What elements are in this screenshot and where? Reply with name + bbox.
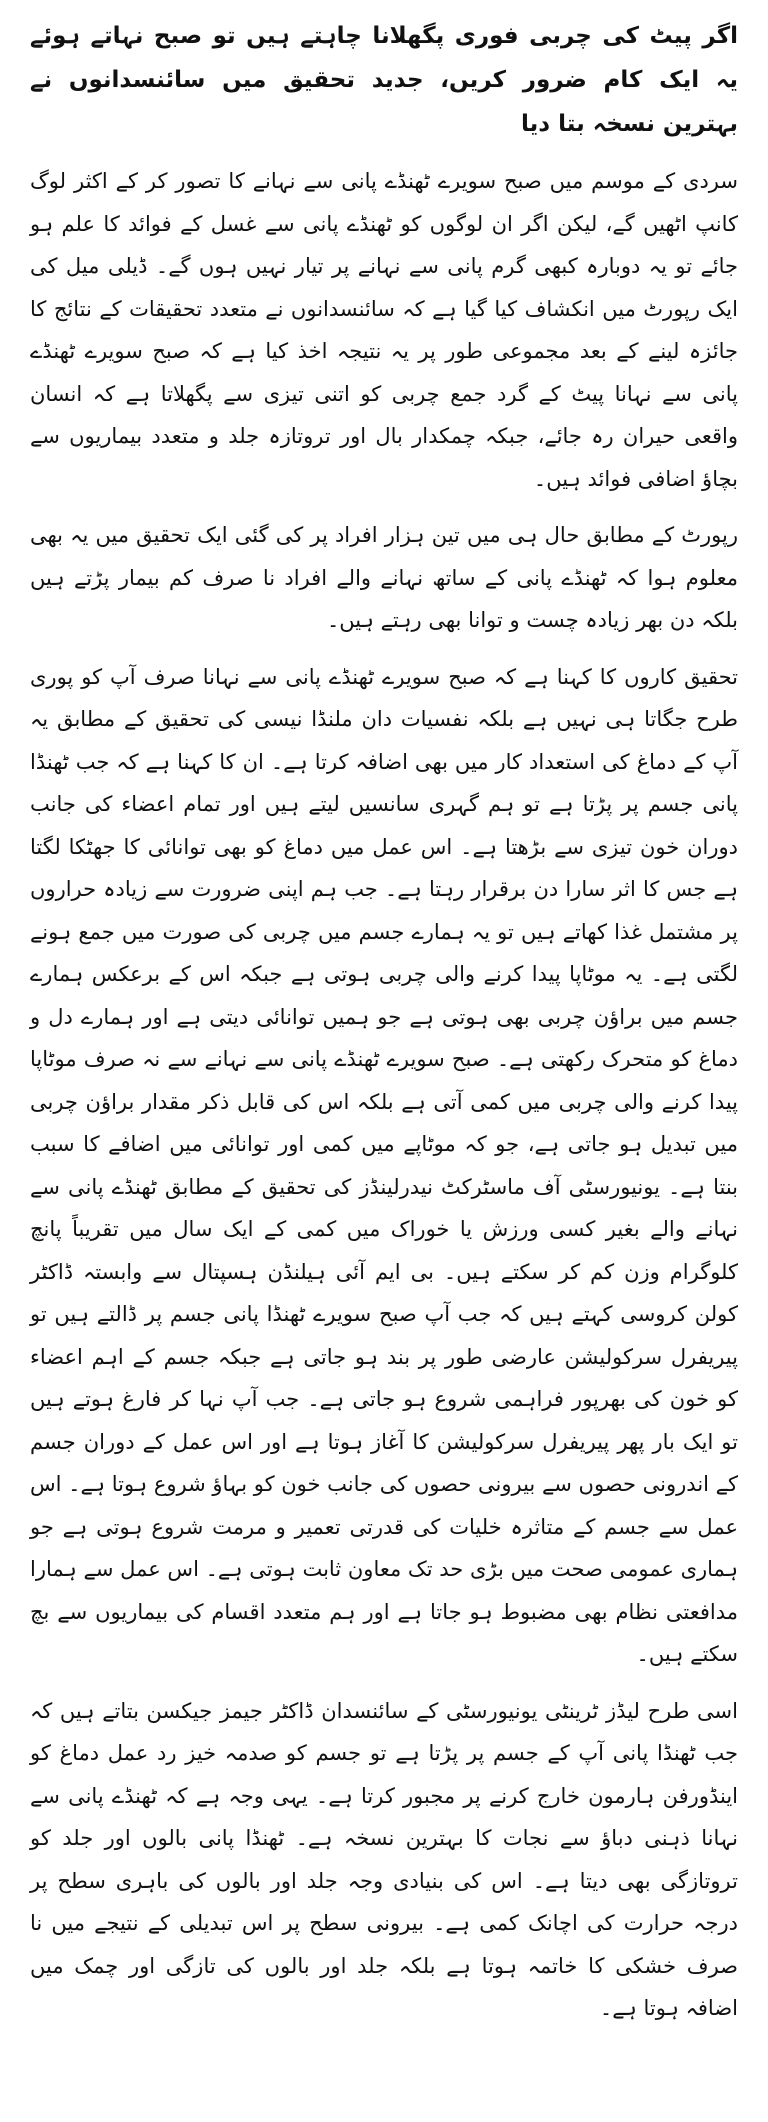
article-paragraph-1: سردی کے موسم میں صبح سویرے ٹھنڈے پانی سے نہانے کا تصور کر کے اکثر لوگ کانپ اٹھیں گے، لیکن اگر ان لوگوں کو ٹھنڈے پانی سے غسل کے فوائد کا علم ہو جائے تو یہ دوبارہ کبھی گرم پانی سے نہانے پر تیار نہیں ہوں گے۔ ڈیلی میل کی ایک رپورٹ میں انکشاف کیا گیا ہے کہ سائنسدانوں نے متعدد تحقیقات کے نتائج کا جائزہ لینے کے بعد مجموعی طور پر یہ نتیجہ اخذ کیا ہے کہ صبح سویرے ٹھنڈے پانی سے نہانا پیٹ کے گرد جمع چربی کو اتنی تیزی سے پگھلاتا ہے کہ انسان واقعی حیران رہ جائے، جبکہ چمکدار بال اور تروتازہ جلد و متعدد بیماریوں سے بچاؤ اضافی فوائد ہیں۔	[30, 169, 738, 491]
article-paragraph-4: اسی طرح لیڈز ٹرینٹی یونیورسٹی کے سائنسدان ڈاکٹر جیمز جیکسن بتاتے ہیں کہ جب ٹھنڈا پانی آپ کے جسم پر پڑتا ہے تو جسم کو صدمہ خیز رد عمل دماغ کو اینڈورفن ہارمون خارج کرنے پر مجبور کرتا ہے۔ یہی وجہ ہے کہ ٹھنڈے پانی سے نہانا ذہنی دباؤ سے نجات کا بہترین نسخہ ہے۔ ٹھنڈا پانی بالوں اور جلد کو تروتازگی بھی دیتا ہے۔ اس کی بنیادی وجہ جلد اور بالوں کی باہری سطح پر درجہ حرارت کی اچانک کمی ہے۔ بیرونی سطح پر اس تبدیلی کے نتیجے میں نا صرف خشکی کا خاتمہ ہوتا ہے بلکہ جلد اور بالوں کی تازگی اور چمک میں اضافہ ہوتا ہے۔	[30, 1698, 738, 2020]
article-paragraph-2: رپورٹ کے مطابق حال ہی میں تین ہزار افراد پر کی گئی ایک تحقیق میں یہ بھی معلوم ہوا کہ ٹھنڈے پانی کے ساتھ نہانے والے افراد نا صرف کم بیمار پڑتے ہیں بلکہ دن بھر زیادہ چست و توانا بھی رہتے ہیں۔	[30, 523, 738, 632]
article-headline: اگر پیٹ کی چربی فوری پگھلانا چاہتے ہیں تو صبح نہاتے ہوئے یہ ایک کام ضرور کریں، جدید تحقیق میں سائنسدانوں نے بہترین نسخہ بتا دیا	[30, 23, 738, 137]
article-paragraph-3: تحقیق کاروں کا کہنا ہے کہ صبح سویرے ٹھنڈے پانی سے نہانا صرف آپ کو پوری طرح جگاتا ہی نہیں ہے بلکہ نفسیات دان ملنڈا نیسی کی تحقیق کے مطابق یہ آپ کے دماغ کی استعداد کار میں بھی اضافہ کرتا ہے۔ ان کا کہنا ہے کہ جب ٹھنڈا پانی جسم پر پڑتا ہے تو ہم گہری سانسیں لیتے ہیں اور تمام اعضاء کی جانب دوران خون تیزی سے بڑھتا ہے۔ اس عمل میں دماغ کو بھی توانائی کا جھٹکا لگتا ہے جس کا اثر سارا دن برقرار رہتا ہے۔ جب ہم اپنی ضرورت سے زیادہ حراروں پر مشتمل غذا کھاتے ہیں تو یہ ہمارے جسم میں چربی کی صورت میں جمع ہونے لگتی ہے۔ یہ موٹاپا پیدا کرنے والی چربی ہوتی ہے جبکہ اس کے برعکس ہمارے جسم میں براؤن چربی بھی ہوتی ہے جو ہمیں توانائی دیتی ہے اور ہمارے دل و دماغ کو متحرک رکھتی ہے۔ صبح سویرے ٹھنڈے پانی سے نہانے سے نہ صرف موٹاپا پیدا کرنے والی چربی میں کمی آتی ہے بلکہ اس کی قابل ذکر مقدار براؤن چربی میں تبدیل ہو جاتی ہے، جو کہ موٹاپے میں کمی اور توانائی میں اضافے کا سبب بنتا ہے۔ یونیورسٹی آف ماسٹرکٹ نیدرلینڈز کی تحقیق کے مطابق ٹھنڈے پانی سے نہانے والے بغیر کسی ورزش یا خوراک میں کمی کے ایک سال میں تقریباً پانچ کلوگرام وزن کم کر سکتے ہیں۔ بی ایم آئی ہیلنڈن ہسپتال سے وابستہ ڈاکٹر کولن کروسی کہتے ہیں کہ جب آپ صبح سویرے ٹھنڈا پانی جسم پر ڈالتے ہیں تو پیریفرل سرکولیشن عارضی طور پر بند ہو جاتی ہے جبکہ جسم کے اہم اعضاء کو خون کی بھرپور فراہمی شروع ہو جاتی ہے۔ جب آپ نہا کر فارغ ہوتے ہیں تو ایک بار پھر پیریفرل سرکولیشن کا آغاز ہوتا ہے اور اس عمل کے دوران جسم کے اندرونی حصوں سے بیرونی حصوں کی جانب خون کو بہاؤ شروع ہوتا ہے۔ اس عمل سے جسم کے متاثرہ خلیات کی قدرتی تعمیر و مرمت شروع ہوتی ہے جو ہماری عمومی صحت میں بڑی حد تک معاون ثابت ہوتی ہے۔ اس عمل سے ہمارا مدافعتی نظام بھی مضبوط ہو جاتا ہے اور ہم متعدد اقسام کی بیماریوں سے بچ سکتے ہیں۔	[30, 664, 738, 1666]
